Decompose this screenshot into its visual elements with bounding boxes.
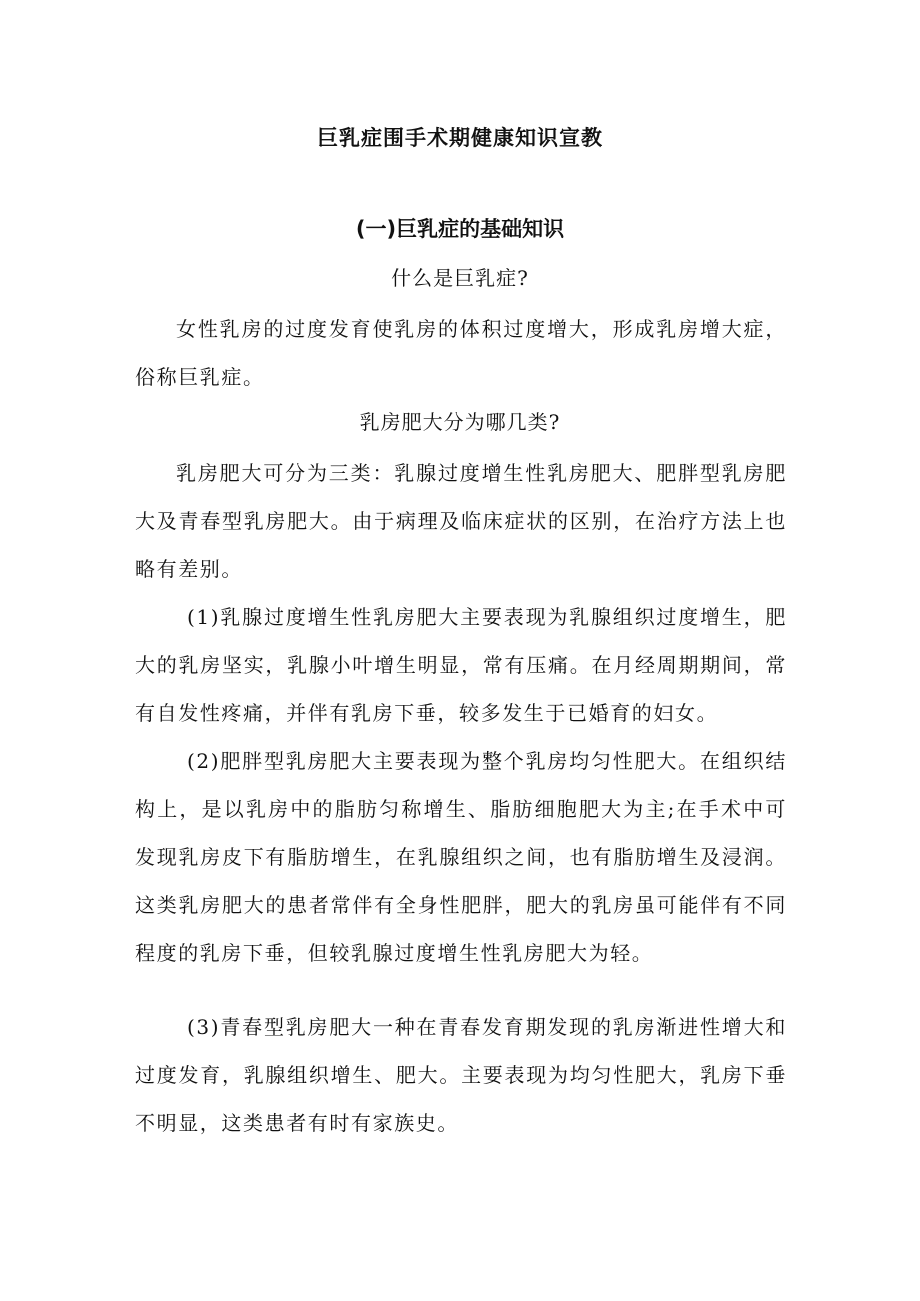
question-classification: 乳房肥大分为哪几类? <box>359 410 561 434</box>
answer-paragraph-classification: 乳房肥大可分为三类：乳腺过度增生性乳房肥大、肥胖型乳房肥大及青春型乳房肥大。由于病理及临床症状的区别，在治疗方法上也略有差别。 <box>135 461 787 581</box>
question-what-is: 什么是巨乳症? <box>391 266 529 290</box>
document-title: 巨乳症围手术期健康知识宣教 <box>317 126 603 150</box>
type-3-paragraph: (3)青春型乳房肥大一种在青春发育期发现的乳房渐进性增大和过度发育，乳腺组织增生、肥大。主要表现为均匀性肥大，乳房下垂不明显，这类患者有时有家族史。 <box>135 1015 787 1135</box>
answer-paragraph-definition: 女性乳房的过度发育使乳房的体积过度增大，形成乳房增大症，俗称巨乳症。 <box>135 317 787 389</box>
type-2-paragraph: (2)肥胖型乳房肥大主要表现为整个乳房均匀性肥大。在组织结构上，是以乳房中的脂肪匀称增生、脂肪细胞肥大为主;在手术中可发现乳房皮下有脂肪增生，在乳腺组织之间，也有脂肪增生及浸润。这类乳房肥大的患者常伴有全身性肥胖，肥大的乳房虽可能伴有不同程度的乳房下垂，但较乳腺过度增生性乳房肥大为轻。 <box>135 749 787 965</box>
type-1-paragraph: (1)乳腺过度增生性乳房肥大主要表现为乳腺组织过度增生，肥大的乳房坚实，乳腺小叶增生明显，常有压痛。在月经周期期间，常有自发性疼痛，并伴有乳房下垂，较多发生于已婚育的妇女。 <box>135 605 787 725</box>
section-heading: (一)巨乳症的基础知识 <box>355 217 565 241</box>
